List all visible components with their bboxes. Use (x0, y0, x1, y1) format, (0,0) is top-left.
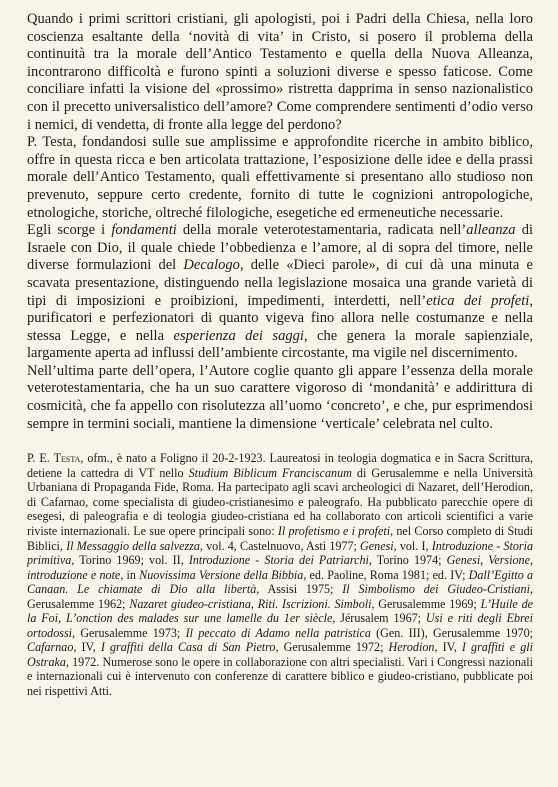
italic-text-run: Nuovissima Versione della Bibbia (139, 567, 304, 582)
text-run: P. Testa, fondandosi sulle sue amplissime e approfondite ricerche in ambito biblico, offre in questa ricca e ben articolata trattazione, l’esposizione delle idee e della prassi morale dell’Antico Testamento, quali effettivamente si presentano allo studioso non prevenuto, seppure certo credente, fornito di tutte le cognizioni antropologiche, etnologiche, storiche, oltreché filologiche, esegetiche ed ermeneutiche necessarie. (27, 134, 533, 221)
text-run: , delle «Dieci parole», di cui dà una minuta e scavata presentazione, distinguendo nella legislazione mosaica una grande varietà di tipi di imposizioni e proibizioni, impedimenti, interdetti, nell’ (27, 257, 533, 309)
small-caps-text-run: Testa (53, 451, 81, 466)
text-run: , vol. 4, Castelnuovo, Asti 1977; (199, 538, 361, 553)
italic-text-run: Il Messaggio della salvezza (66, 538, 200, 553)
text-run: , 1972. Numerose sono le opere in collaborazione con altri specialisti. Vari i Congressi nazionali e internazionali cui è intervenuto con conferenze di carattere biblico e giudeo-cristiano, pubblicate poi nei rispettivi Atti. (27, 654, 533, 698)
italic-text-run: Usi e riti degli Ebrei ortodossi (27, 611, 533, 640)
text-run: , Gerusalemme 1969; (371, 596, 481, 611)
italic-text-run: Herodion (388, 640, 435, 655)
text-run: , purificatori e perfezionatori di quanto vigeva fino allora nelle costumanze e nella stessa Legge, e nella (27, 292, 533, 344)
italic-text-run: Studium Biblicum Franciscanum (188, 465, 352, 480)
text-run: Nell’ultima parte dell’opera, l’Autore coglie quanto gli appare l’essenza della morale veterotestamentaria, che ha un suo carattere vigoroso di ‘mondanità’ e addirittura di cosmicità, che fa appello con risolutezza all’uomo ‘concreto’, e che, pur esprimendosi sempre in termini sociali, mantiene la dimensione ‘verticale’ celebrata nel culto. (27, 362, 533, 432)
text-run: , che genera la morale sapienziale, largamente aperta ad influssi dell’ambiente circostante, ma vigile nel discernimento. (27, 327, 533, 362)
italic-text-run: Introduzione - Storia dei Patriarchi (188, 553, 369, 568)
italic-text-run: I graffiti della Casa di San Pietro (100, 640, 276, 655)
italic-text-run: I graffiti e gli Ostraka (27, 640, 533, 669)
text-run: (Gen. III), Gerusalemme 1970; (370, 625, 533, 640)
italic-text-run: Il Simbolismo dei Giudeo-Cristiani (342, 582, 530, 597)
author-biography (27, 451, 533, 698)
italic-text-run: Dall’Egitto a Canaan. Le chiamate di Dio alla libertà (27, 567, 534, 597)
italic-text-run: Introduzione - Storia primitiva (27, 538, 533, 568)
text-run: , ed. Paoline, Roma 1981; ed. IV; (303, 567, 469, 582)
text-run: , Jérusalem 1967; (332, 611, 426, 626)
text-run: della morale veterotestamentaria, radicata nell’ (176, 222, 467, 239)
text-run: , Torino 1974; (368, 553, 447, 568)
text-run: Quando i primi scrittori cristiani, gli apologisti, poi i Padri della Chiesa, nella loro coscienza esaltante della ‘novità di vita’ in Cristo, si posero il problema della continuità tra la morale dell’Antico Testamento e quella della Nuova Alleanza, incontrarono difficoltà e furono spinti a soluzioni diverse e spesso faticose. Come conciliare infatti la visione del «prossimo» ristretta dapprima in senso nazionalistico con il precetto universalistico dell’amore? Come comprendere sentimenti d’odio verso i nemici, di vendetta, di fronte alla legge del perdono? (27, 11, 533, 133)
italic-text-run: Genesi, Versione, introduzione e note (27, 553, 533, 582)
italic-text-run: alleanza (466, 222, 516, 239)
text-run: , ofm., è nato a Foligno il 20-2-1923. Laureatosi in teologia dogmatica e in Sacra Scrittura, detiene la cattedra di VT nello (27, 451, 533, 480)
italic-text-run: Decalogo (183, 257, 240, 274)
italic-text-run: fondamenti (111, 222, 177, 239)
text-run: , nel Corso completo di Studi Biblici, (27, 523, 533, 553)
text-run: , Torino 1969; vol. II, (71, 553, 189, 568)
book-page (27, 11, 533, 699)
text-run: , Gerusalemme 1972; (275, 640, 389, 655)
text-run: , in (120, 567, 140, 582)
text-run: di Gerusalemme e nella Università Urbaniana di Propaganda Fide, Roma. Ha partecipato agli scavi archeologici di Nazaret, dell’Herodion, di Cafarnao, come specialista di giudeo-cristianesimo e paleografo. Ha pubblicato parecchie opere di esegesi, di paleografia e di teologia giudeo-cristiana ed ha collaborato con articoli scientifici a varie riviste internazionali. Le sue opere principali sono: (27, 465, 533, 538)
text-run: P. E. (27, 451, 54, 466)
text-run: , Gerusalemme 1962; (27, 582, 533, 611)
text-run: , Assisi 1975; (256, 582, 343, 597)
italic-text-run: L’Huile de la Foi, L’onction des malades sur une lamelle du 1er siècle (27, 596, 533, 626)
text-run: di Israele con Dio, il quale chiede l’obbedienza e l’amore, al di sopra del timore, nelle diverse formulazioni del (27, 222, 534, 274)
italic-text-run: Nazaret giudeo-cristiana, Riti. Iscrizioni. Simboli (129, 596, 372, 611)
italic-text-run: esperienza dei saggi (173, 327, 304, 344)
book-description (27, 11, 533, 433)
italic-text-run: Il profetismo e i profeti (277, 523, 391, 538)
text-run: Egli scorge i (27, 222, 112, 239)
italic-text-run: Cafarnao (27, 640, 74, 655)
text-run: , vol. I, (393, 538, 432, 553)
italic-text-run: Il peccato di Adamo nella patristica (185, 625, 371, 640)
description-paragraph-2 (27, 134, 533, 222)
description-paragraph-1 (27, 11, 533, 134)
text-run: , IV, (73, 640, 101, 655)
author-biography-text (27, 451, 533, 698)
description-paragraph-4 (27, 363, 533, 433)
text-run: , Gerusalemme 1973; (72, 625, 186, 640)
description-paragraph-3 (27, 222, 533, 363)
italic-text-run: Genesi (360, 538, 394, 553)
text-run: , IV, (434, 640, 462, 655)
italic-text-run: etica dei profeti (426, 292, 530, 309)
